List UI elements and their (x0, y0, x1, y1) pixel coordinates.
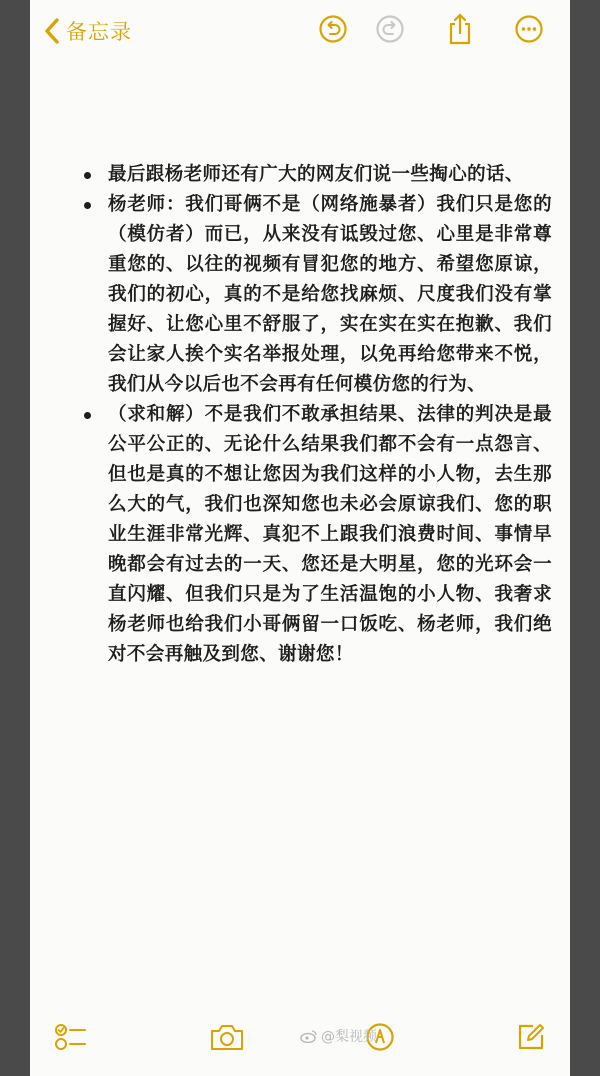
list-item (82, 400, 552, 670)
camera-icon (209, 1022, 245, 1056)
back-label: 备忘录 (66, 20, 132, 44)
top-toolbar (30, 0, 570, 64)
notes-screen (30, 0, 570, 1076)
back-button[interactable] (44, 14, 132, 48)
list-item (82, 190, 552, 400)
more-button[interactable] (512, 14, 546, 48)
list-item-text: 最后跟杨老师还有广大的网友们说一些掏心的话、 (108, 164, 524, 185)
list-item (82, 160, 552, 190)
note-body[interactable] (82, 160, 552, 670)
share-icon (446, 12, 474, 50)
bullet-icon (84, 172, 91, 179)
weibo-logo-icon (300, 1029, 318, 1043)
undo-icon (318, 14, 348, 48)
bullet-icon (84, 202, 91, 209)
redo-icon (375, 14, 405, 48)
watermark-text: @梨视频 (321, 1029, 377, 1045)
list-item-text: （求和解）不是我们不敢承担结果、法律的判决是最公平公正的、无论什么结果我们都不会有一点怨言、但也是真的不想让您因为我们这样的小人物，去生那么大的气，我们也深知您也未必会原谅我们、您的职业生涯非常光辉、真犯不上跟我们浪费时间、事情早晚都会有过去的一天、您还是大明星，您的光环会一直闪耀、但我们只是为了生活温饱的小人物、我奢求杨老师也给我们小哥俩留一口饭吃、杨老师，我们绝对不会再触及到您、谢谢您！ (108, 404, 552, 665)
camera-button[interactable] (210, 1022, 244, 1056)
checklist-icon (54, 1022, 88, 1056)
share-button[interactable] (443, 14, 477, 48)
bullet-icon (84, 412, 91, 419)
chevron-left-icon (44, 17, 60, 45)
compose-icon (516, 1022, 546, 1056)
list-item-text: 杨老师：我们哥俩不是（网络施暴者）我们只是您的（模仿者）而已，从来没有诋毁过您、心里是非常尊重您的、以往的视频有冒犯您的地方、希望您原谅，我们的初心，真的不是给您找麻烦、尺度我们没有掌握好、让您心里不舒服了，实在实在实在抱歉、我们会让家人挨个实名举报处理，以免再给您带来不悦，我们从今以后也不会再有任何模仿您的行为、 (108, 194, 552, 395)
compose-button[interactable] (514, 1022, 548, 1056)
more-icon (514, 14, 544, 48)
checklist-button[interactable] (54, 1022, 88, 1056)
watermark (300, 1026, 377, 1046)
undo-button[interactable] (316, 14, 350, 48)
redo-button[interactable] (373, 14, 407, 48)
